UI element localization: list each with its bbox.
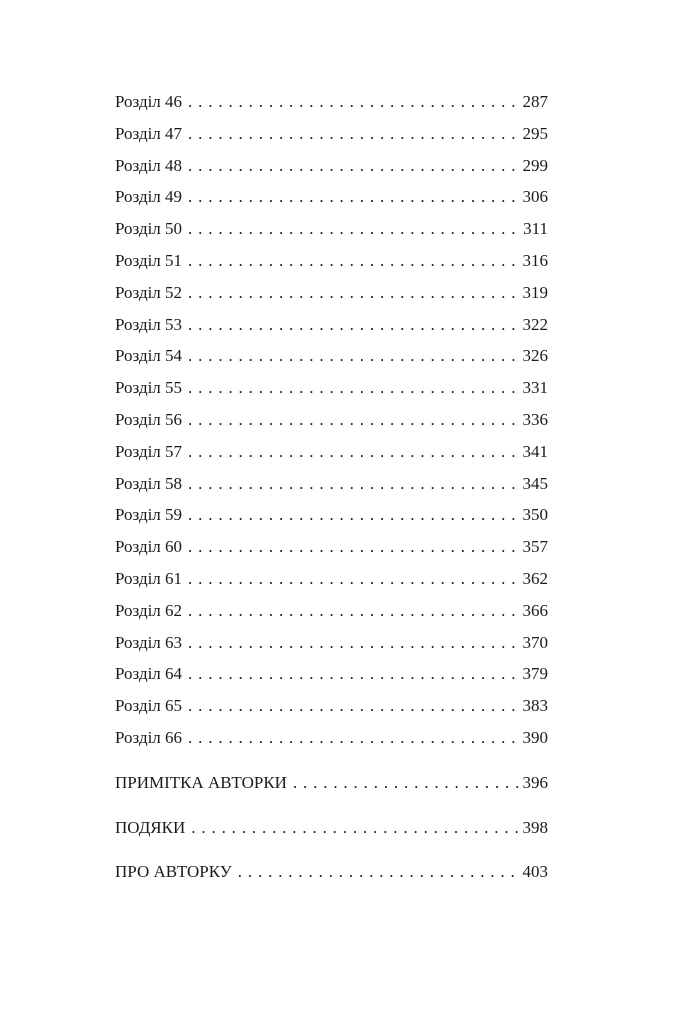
dot-leader: [188, 531, 521, 563]
toc-entry: [115, 627, 548, 659]
dot-leader: [188, 468, 521, 500]
toc-entry: [115, 436, 548, 468]
toc-entry-label: Розділ 52: [115, 282, 183, 302]
toc-entry-page-number: 287: [522, 92, 548, 111]
toc-entry-label: Розділ 54: [115, 346, 183, 366]
toc-entry-page-number: 362: [522, 568, 548, 588]
toc-entry: [115, 563, 548, 595]
dot-leader: [188, 150, 521, 182]
toc-entry-label: Розділ 50: [115, 219, 183, 239]
dot-leader: [188, 499, 521, 531]
toc-entry: [115, 309, 548, 341]
toc-entry-label: Розділ 65: [115, 696, 183, 716]
toc-entry: [115, 340, 548, 372]
toc-entry-label: Розділ 61: [115, 568, 183, 588]
toc-entry-page-number: 357: [522, 537, 548, 557]
dot-leader: [188, 213, 522, 245]
toc-entry-label: Розділ 51: [115, 250, 183, 270]
back-matter-list: [115, 754, 548, 888]
dot-leader: [188, 658, 521, 690]
dot-leader: [188, 181, 521, 213]
toc-entry-label: Розділ 48: [115, 155, 183, 175]
dot-leader: [188, 118, 521, 150]
toc-entry-page-number: 306: [522, 187, 548, 207]
dot-leader: [188, 627, 521, 659]
dot-leader: [188, 595, 521, 627]
toc-entry-label: ПРИМІТКА АВТОРКИ: [115, 772, 287, 792]
toc-entry: [115, 856, 548, 888]
toc-entry-page-number: 326: [522, 346, 548, 366]
dot-leader: [293, 767, 522, 799]
toc-entry: [115, 531, 548, 563]
section-spacer: [115, 754, 548, 767]
dot-leader: [188, 436, 521, 468]
dot-leader: [188, 372, 521, 404]
toc-entry-page-number: 299: [522, 155, 548, 175]
dot-leader: [188, 563, 521, 595]
chapter-list: [115, 86, 548, 754]
toc-entry: [115, 118, 548, 150]
toc-entry-page-number: 383: [522, 696, 548, 716]
toc-entry-page-number: 370: [522, 632, 548, 652]
dot-leader: [188, 277, 521, 309]
toc-entry-label: Розділ 47: [115, 123, 183, 143]
toc-entry-label: Розділ 56: [115, 409, 183, 429]
toc-entry-label: Розділ 66: [115, 727, 183, 747]
dot-leader: [188, 340, 521, 372]
toc-entry: [115, 213, 548, 245]
toc-entry: [115, 468, 548, 500]
toc-entry: [115, 181, 548, 213]
toc-entry: [115, 150, 548, 182]
toc-entry-page-number: 322: [522, 314, 548, 334]
toc-entry-label: Розділ 60: [115, 537, 183, 557]
toc-entry-page-number: 341: [522, 441, 548, 461]
toc-entry-page-number: 295: [522, 123, 548, 143]
toc-entry-label: ПОДЯКИ: [115, 817, 186, 837]
toc-entry: [115, 404, 548, 436]
toc-entry: [115, 499, 548, 531]
toc-entry-label: Розділ 63: [115, 632, 183, 652]
toc-entry-label: Розділ 46: [115, 92, 183, 111]
section-spacer: [115, 843, 548, 856]
dot-leader: [188, 404, 521, 436]
toc-entry-page-number: 350: [522, 505, 548, 525]
toc-entry: [115, 277, 548, 309]
toc-entry-label: Розділ 57: [115, 441, 183, 461]
toc-entry-page-number: 396: [522, 772, 548, 792]
toc-entry-page-number: 398: [522, 817, 548, 837]
toc-entry-label: Розділ 49: [115, 187, 183, 207]
toc-entry-label: ПРО АВТОРКУ: [115, 862, 232, 882]
dot-leader: [188, 86, 521, 118]
toc-entry-page-number: 331: [522, 378, 548, 398]
toc-entry: [115, 658, 548, 690]
toc-entry-page-number: 336: [522, 409, 548, 429]
toc-entry-page-number: 319: [522, 282, 548, 302]
toc-entry-page-number: 379: [522, 664, 548, 684]
dot-leader: [188, 309, 521, 341]
toc-entry: [115, 812, 548, 844]
toc-entry-label: Розділ 59: [115, 505, 183, 525]
toc-entry-label: Розділ 55: [115, 378, 183, 398]
toc-entry: [115, 86, 548, 118]
toc-entry-page-number: 345: [522, 473, 548, 493]
dot-leader: [191, 812, 521, 844]
section-spacer: [115, 799, 548, 812]
toc-entry-page-number: 403: [522, 862, 548, 882]
toc-entry-page-number: 390: [522, 727, 548, 747]
toc-entry: [115, 722, 548, 754]
toc-entry-label: Розділ 58: [115, 473, 183, 493]
toc-entry: [115, 245, 548, 277]
toc-entry-page-number: 316: [522, 250, 548, 270]
dot-leader: [188, 245, 521, 277]
dot-leader: [188, 722, 521, 754]
dot-leader: [188, 690, 521, 722]
toc-entry-page-number: 311: [523, 219, 548, 239]
toc-entry-label: Розділ 53: [115, 314, 183, 334]
toc-entry: [115, 595, 548, 627]
toc-entry-page-number: 366: [522, 600, 548, 620]
toc-entry: [115, 372, 548, 404]
toc-entry: [115, 767, 548, 799]
toc-entry-label: Розділ 64: [115, 664, 183, 684]
toc-entry: [115, 690, 548, 722]
dot-leader: [238, 856, 522, 888]
toc-entry-label: Розділ 62: [115, 600, 183, 620]
table-of-contents: [115, 86, 548, 888]
